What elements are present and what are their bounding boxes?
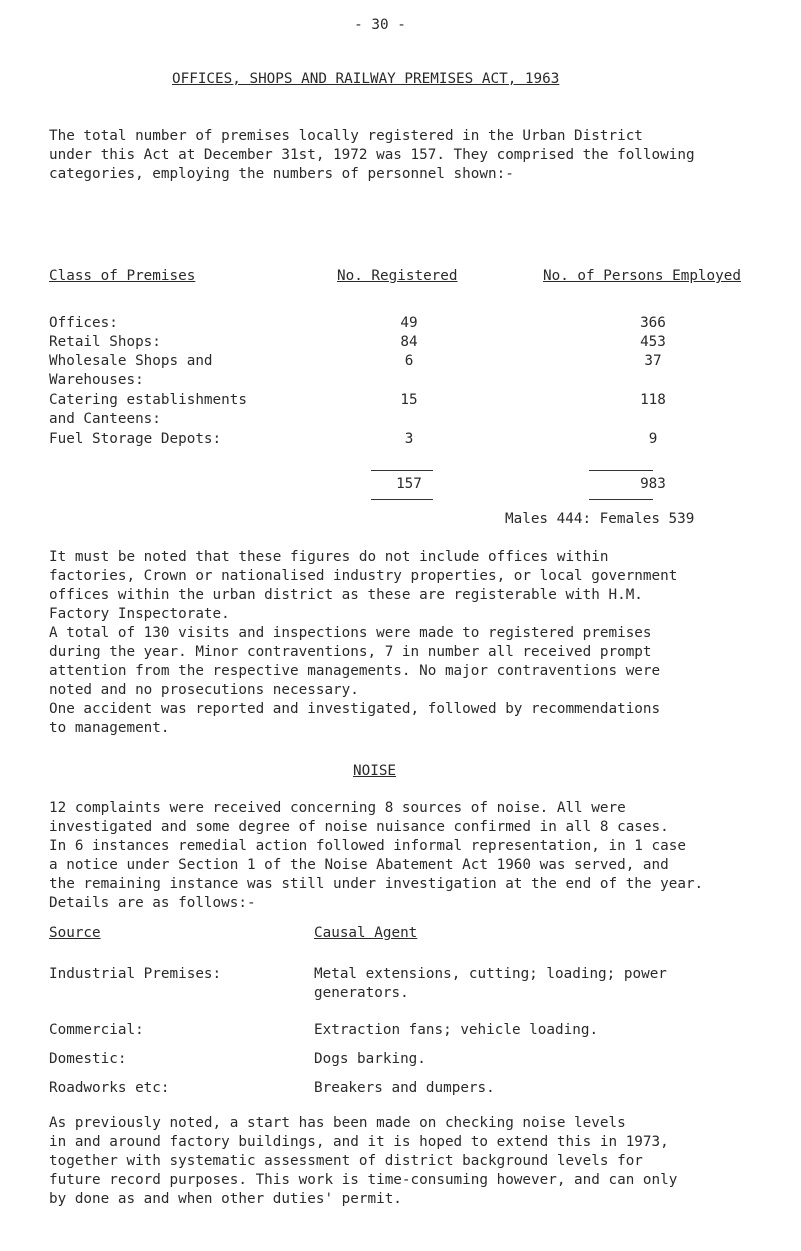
noise-source: Industrial Premises:: [49, 966, 222, 982]
employed-count: 453: [640, 334, 666, 350]
visits-paragraph: A total of 130 visits and inspections were made to registered premises during the year. Minor contraventions, 7 in number all received prompt attention from the respective managements. No major contraventions were noted and no prosecutions necessary.: [49, 625, 661, 698]
premises-class: Fuel Storage Depots:: [49, 431, 222, 447]
employed-count: 366: [640, 315, 666, 331]
total-rule-employed-bottom: [589, 499, 653, 500]
column-header-source: Source: [49, 925, 101, 941]
total-rule-registered-bottom: [371, 499, 433, 500]
causal-agent: Dogs barking.: [314, 1051, 426, 1067]
total-employed: 983: [640, 476, 666, 492]
note-paragraph: It must be noted that these figures do not include offices within factories, Crown or nationalised industry properties, or local government offices within the urban district as these are registerable with H.M. Factory Inspectorate.: [49, 549, 678, 622]
section-heading-offices: OFFICES, SHOPS AND RAILWAY PREMISES ACT, 1963: [172, 71, 560, 87]
column-header-registered: No. Registered: [337, 268, 458, 284]
causal-agent: Extraction fans; vehicle loading.: [314, 1022, 599, 1038]
premises-class: Catering establishments and Canteens:: [49, 392, 247, 427]
registered-count: 3: [404, 431, 414, 447]
employed-count: 9: [648, 431, 658, 447]
causal-agent: Metal extensions, cutting; loading; power generators.: [314, 966, 667, 1001]
premises-class: Wholesale Shops and Warehouses:: [49, 353, 213, 388]
final-paragraph: As previously noted, a start has been made on checking noise levels in and around factory buildings, and it is hoped to extend this in 1973, together with systematic assessment of district background levels for future record purposes. This work is time-consuming however, and can only by done as and when other duties' permit.: [49, 1115, 678, 1207]
noise-source: Roadworks etc:: [49, 1080, 170, 1096]
total-rule-employed-top: [589, 470, 653, 471]
total-registered: 157: [396, 476, 422, 492]
premises-class: Offices:: [49, 315, 118, 331]
section-heading-noise: NOISE: [353, 763, 397, 779]
employed-count: 37: [644, 353, 662, 369]
page-number: - 30 -: [354, 17, 406, 33]
intro-paragraph: The total number of premises locally registered in the Urban District under this Act at December 31st, 1972 was 157. They comprised the following categories, employing the numbers of personnel shown:-: [49, 128, 695, 182]
noise-source: Commercial:: [49, 1022, 144, 1038]
noise-paragraph: 12 complaints were received concerning 8 sources of noise. All were investigated and some degree of noise nuisance confirmed in all 8 cases. In 6 instances remedial action followed informal representation, in 1 case a notice under Section 1 of the Noise Abatement Act 1960 was served, and the remaining instance was still under investigation at the end of the year. Details are as follows:-: [49, 800, 704, 911]
registered-count: 15: [400, 392, 418, 408]
registered-count: 84: [400, 334, 418, 350]
premises-class: Retail Shops:: [49, 334, 161, 350]
column-header-class: Class of Premises: [49, 268, 196, 284]
noise-source: Domestic:: [49, 1051, 127, 1067]
column-header-employed: No. of Persons Employed: [543, 268, 741, 284]
causal-agent: Breakers and dumpers.: [314, 1080, 495, 1096]
registered-count: 6: [404, 353, 414, 369]
total-rule-registered-top: [371, 470, 433, 471]
employed-count: 118: [640, 392, 666, 408]
accident-paragraph: One accident was reported and investigated, followed by recommendations to management.: [49, 701, 661, 736]
registered-count: 49: [400, 315, 418, 331]
column-header-causal-agent: Causal Agent: [314, 925, 418, 941]
gender-split: Males 444: Females 539: [505, 511, 695, 527]
